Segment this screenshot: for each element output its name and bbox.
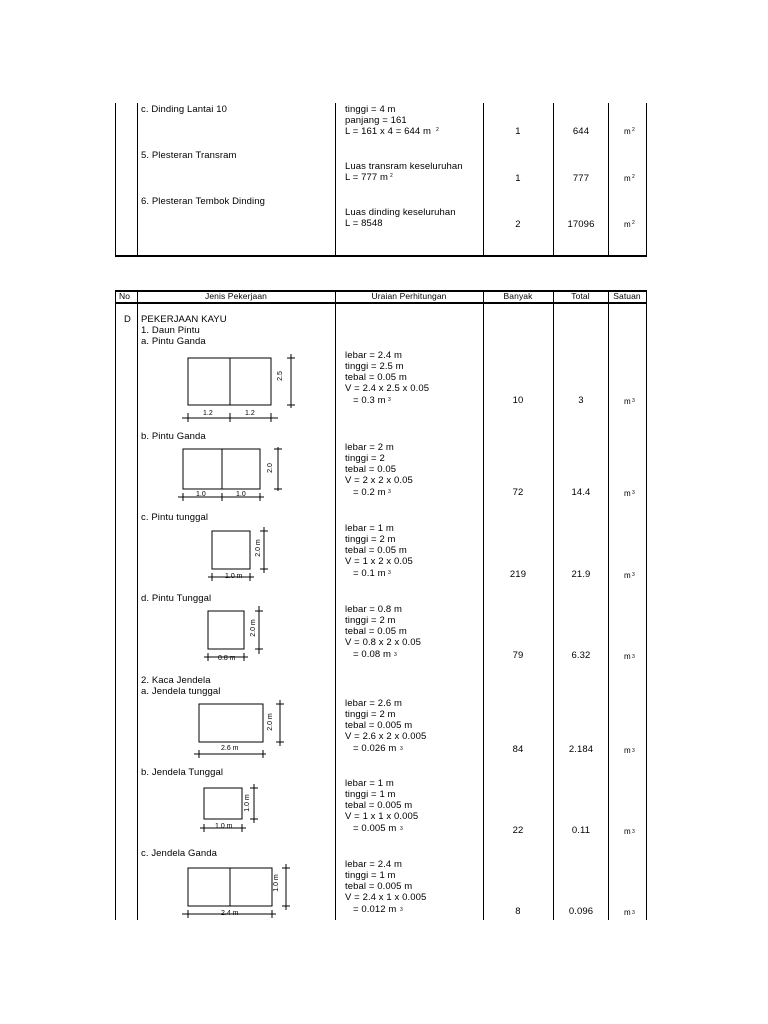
unit-superscript: 3 bbox=[388, 397, 391, 403]
item-label: d. Pintu Tunggal bbox=[141, 593, 212, 604]
col-border-left bbox=[115, 290, 116, 920]
calc-line: tebal = 0.05 m bbox=[345, 372, 407, 383]
section-title: PEKERJAAN KAYU bbox=[141, 314, 227, 325]
calc-line: V = 2.4 x 2.5 x 0.05 bbox=[345, 383, 430, 394]
unit-superscript: 2 bbox=[390, 173, 393, 179]
header-no: No bbox=[119, 291, 131, 301]
item-satuan: m bbox=[624, 746, 631, 755]
unit-superscript: 3 bbox=[400, 826, 403, 832]
door-diagram bbox=[176, 447, 286, 503]
calc-line: tebal = 0.005 m bbox=[345, 720, 413, 731]
item-label: c. Jendela Ganda bbox=[141, 848, 218, 859]
satuan-superscript: 3 bbox=[632, 654, 635, 660]
satuan-superscript: 3 bbox=[632, 748, 635, 754]
item-satuan: m bbox=[624, 397, 631, 406]
section-no: D bbox=[124, 314, 131, 325]
dimension-label: 1.0 bbox=[196, 491, 206, 498]
top-row-total: 644 bbox=[572, 126, 590, 137]
top-row-uraian-line: L = 777 m bbox=[345, 172, 389, 183]
col-divider-no bbox=[137, 290, 138, 920]
header-satuan: Satuan bbox=[613, 291, 641, 301]
satuan-superscript: 3 bbox=[632, 572, 635, 578]
satuan-superscript: 3 bbox=[632, 398, 635, 404]
dimension-label: 2.6 m bbox=[221, 745, 239, 752]
calc-line: tebal = 0.05 bbox=[345, 464, 397, 475]
top-col-banyak-divider bbox=[483, 103, 484, 256]
item-label: b. Jendela Tunggal bbox=[141, 767, 224, 778]
calc-line: lebar = 2.4 m bbox=[345, 859, 403, 870]
calc-line: tinggi = 2.5 m bbox=[345, 361, 404, 372]
satuan-superscript: 2 bbox=[632, 220, 635, 226]
header-jenis: Jenis Pekerjaan bbox=[205, 291, 267, 301]
calc-line: = 0.005 m bbox=[353, 823, 397, 834]
dimension-label: 1.2 bbox=[245, 410, 255, 417]
header-banyak: Banyak bbox=[503, 291, 533, 301]
calc-line: = 0.026 m bbox=[353, 743, 397, 754]
item-total: 14.4 bbox=[571, 487, 591, 498]
item-satuan: m bbox=[624, 652, 631, 661]
door-diagram bbox=[202, 606, 272, 664]
col-divider-total bbox=[608, 290, 609, 920]
calc-line: V = 2 x 2 x 0.05 bbox=[345, 475, 413, 486]
calc-line: = 0.1 m bbox=[353, 568, 386, 579]
calc-line: lebar = 2.6 m bbox=[345, 698, 403, 709]
satuan-superscript: 3 bbox=[632, 910, 635, 916]
top-row-jenis: c. Dinding Lantai 10 bbox=[141, 104, 227, 115]
top-row-satuan: m bbox=[624, 174, 631, 183]
window-diagram bbox=[192, 700, 294, 760]
calc-line: lebar = 0.8 m bbox=[345, 604, 403, 615]
top-row-uraian-line: panjang = 161 bbox=[345, 115, 407, 126]
item-label: c. Pintu tunggal bbox=[141, 512, 209, 523]
item-total: 0.11 bbox=[571, 825, 591, 836]
top-row-total: 17096 bbox=[567, 219, 595, 230]
item-satuan: m bbox=[624, 908, 631, 917]
calc-line: tinggi = 2 bbox=[345, 453, 385, 464]
top-row-jenis: 5. Plesteran Transram bbox=[141, 150, 237, 161]
satuan-superscript: 2 bbox=[632, 127, 635, 133]
calc-line: lebar = 2.4 m bbox=[345, 350, 403, 361]
top-border-bottom bbox=[115, 255, 647, 257]
door-diagram bbox=[180, 352, 300, 422]
top-row-satuan: m bbox=[624, 127, 631, 136]
item-total: 3 bbox=[578, 395, 584, 406]
calc-line: tinggi = 2 m bbox=[345, 615, 396, 626]
unit-superscript: 3 bbox=[388, 570, 391, 576]
calc-line: lebar = 1 m bbox=[345, 523, 394, 534]
dimension-label: 2.4 m bbox=[221, 910, 239, 917]
dimension-label: 1.2 bbox=[203, 410, 213, 417]
item-total: 0.096 bbox=[568, 906, 594, 917]
top-border-left bbox=[115, 103, 116, 256]
satuan-superscript: 3 bbox=[632, 829, 635, 835]
top-border-right bbox=[646, 103, 647, 256]
unit-superscript: 2 bbox=[436, 127, 439, 133]
calc-line: tinggi = 1 m bbox=[345, 789, 396, 800]
col-divider-banyak bbox=[553, 290, 554, 920]
dimension-label: 1.0 m bbox=[225, 573, 243, 580]
dimension-label: 1.0 m bbox=[272, 874, 280, 892]
calc-line: V = 1 x 2 x 0.05 bbox=[345, 556, 413, 567]
calc-line: tebal = 0.005 m bbox=[345, 881, 413, 892]
dimension-label: 1.0 m bbox=[215, 823, 233, 830]
top-row-satuan: m bbox=[624, 220, 631, 229]
item-total: 21.9 bbox=[571, 569, 591, 580]
satuan-superscript: 2 bbox=[632, 174, 635, 180]
item-banyak: 22 bbox=[512, 825, 524, 836]
top-row-banyak: 2 bbox=[515, 219, 521, 230]
top-col-total-divider bbox=[553, 103, 554, 256]
header-border-bottom bbox=[115, 302, 647, 304]
group-heading: 1. Daun Pintu bbox=[141, 325, 200, 336]
col-divider-uraian bbox=[483, 290, 484, 920]
calc-line: V = 2.6 x 2 x 0.005 bbox=[345, 731, 427, 742]
group-heading: 2. Kaca Jendela bbox=[141, 675, 211, 686]
item-banyak: 72 bbox=[512, 487, 524, 498]
unit-superscript: 3 bbox=[388, 489, 391, 495]
calc-line: V = 1 x 1 x 0.005 bbox=[345, 811, 419, 822]
dimension-label: 2.0 m bbox=[266, 713, 274, 731]
item-satuan: m bbox=[624, 489, 631, 498]
calc-line: tinggi = 2 m bbox=[345, 709, 396, 720]
calc-line: tinggi = 1 m bbox=[345, 870, 396, 881]
calc-line: = 0.08 m bbox=[353, 649, 392, 660]
top-row-uraian-line: Luas transram keseluruhan bbox=[345, 161, 463, 172]
top-row-jenis: 6. Plesteran Tembok Dinding bbox=[141, 196, 265, 207]
item-banyak: 219 bbox=[509, 569, 527, 580]
item-label: b. Pintu Ganda bbox=[141, 431, 206, 442]
dimension-label: 2.5 bbox=[276, 371, 284, 381]
item-banyak: 79 bbox=[512, 650, 524, 661]
calc-line: tinggi = 2 m bbox=[345, 534, 396, 545]
col-divider-jenis bbox=[335, 290, 336, 920]
item-satuan: m bbox=[624, 827, 631, 836]
top-row-banyak: 1 bbox=[515, 173, 521, 184]
top-row-uraian-line: tinggi = 4 m bbox=[345, 104, 396, 115]
unit-superscript: 3 bbox=[394, 652, 397, 658]
item-label: a. Pintu Ganda bbox=[141, 336, 206, 347]
top-col-uraian-divider bbox=[335, 103, 336, 256]
calc-line: = 0.3 m bbox=[353, 395, 386, 406]
satuan-superscript: 3 bbox=[632, 490, 635, 496]
dimension-label: 2.0 m bbox=[254, 539, 262, 557]
item-total: 6.32 bbox=[571, 650, 591, 661]
calc-line: = 0.012 m bbox=[353, 904, 397, 915]
unit-superscript: 3 bbox=[400, 746, 403, 752]
calc-line: tebal = 0.005 m bbox=[345, 800, 413, 811]
dimension-label: 1.0 m bbox=[243, 794, 251, 812]
unit-superscript: 3 bbox=[400, 907, 403, 913]
calc-line: V = 2.4 x 1 x 0.005 bbox=[345, 892, 427, 903]
item-label: a. Jendela tunggal bbox=[141, 686, 221, 697]
item-total: 2.184 bbox=[568, 744, 594, 755]
calc-line: lebar = 1 m bbox=[345, 778, 394, 789]
calc-line: lebar = 2 m bbox=[345, 442, 394, 453]
dimension-label: 0.8 m bbox=[218, 655, 236, 662]
dimension-label: 2.0 bbox=[266, 463, 274, 473]
calc-line: tebal = 0.05 m bbox=[345, 626, 407, 637]
top-row-uraian-line: Luas dinding keseluruhan bbox=[345, 207, 456, 218]
calc-line: = 0.2 m bbox=[353, 487, 386, 498]
item-satuan: m bbox=[624, 571, 631, 580]
calc-line: tebal = 0.05 m bbox=[345, 545, 407, 556]
top-row-uraian-line: L = 8548 bbox=[345, 218, 383, 229]
top-col-satuan-divider bbox=[608, 103, 609, 256]
item-banyak: 8 bbox=[515, 906, 521, 917]
calc-line: V = 0.8 x 2 x 0.05 bbox=[345, 637, 422, 648]
col-border-right bbox=[646, 290, 647, 920]
top-row-total: 777 bbox=[572, 173, 590, 184]
item-banyak: 10 bbox=[512, 395, 524, 406]
header-total: Total bbox=[571, 291, 590, 301]
dimension-label: 2.0 m bbox=[249, 619, 257, 637]
top-col-jenis-divider bbox=[137, 103, 138, 256]
item-banyak: 84 bbox=[512, 744, 524, 755]
top-row-uraian-line: L = 161 x 4 = 644 m bbox=[345, 126, 432, 137]
top-row-banyak: 1 bbox=[515, 126, 521, 137]
dimension-label: 1.0 bbox=[236, 491, 246, 498]
header-uraian: Uraian Perhitungan bbox=[371, 291, 447, 301]
